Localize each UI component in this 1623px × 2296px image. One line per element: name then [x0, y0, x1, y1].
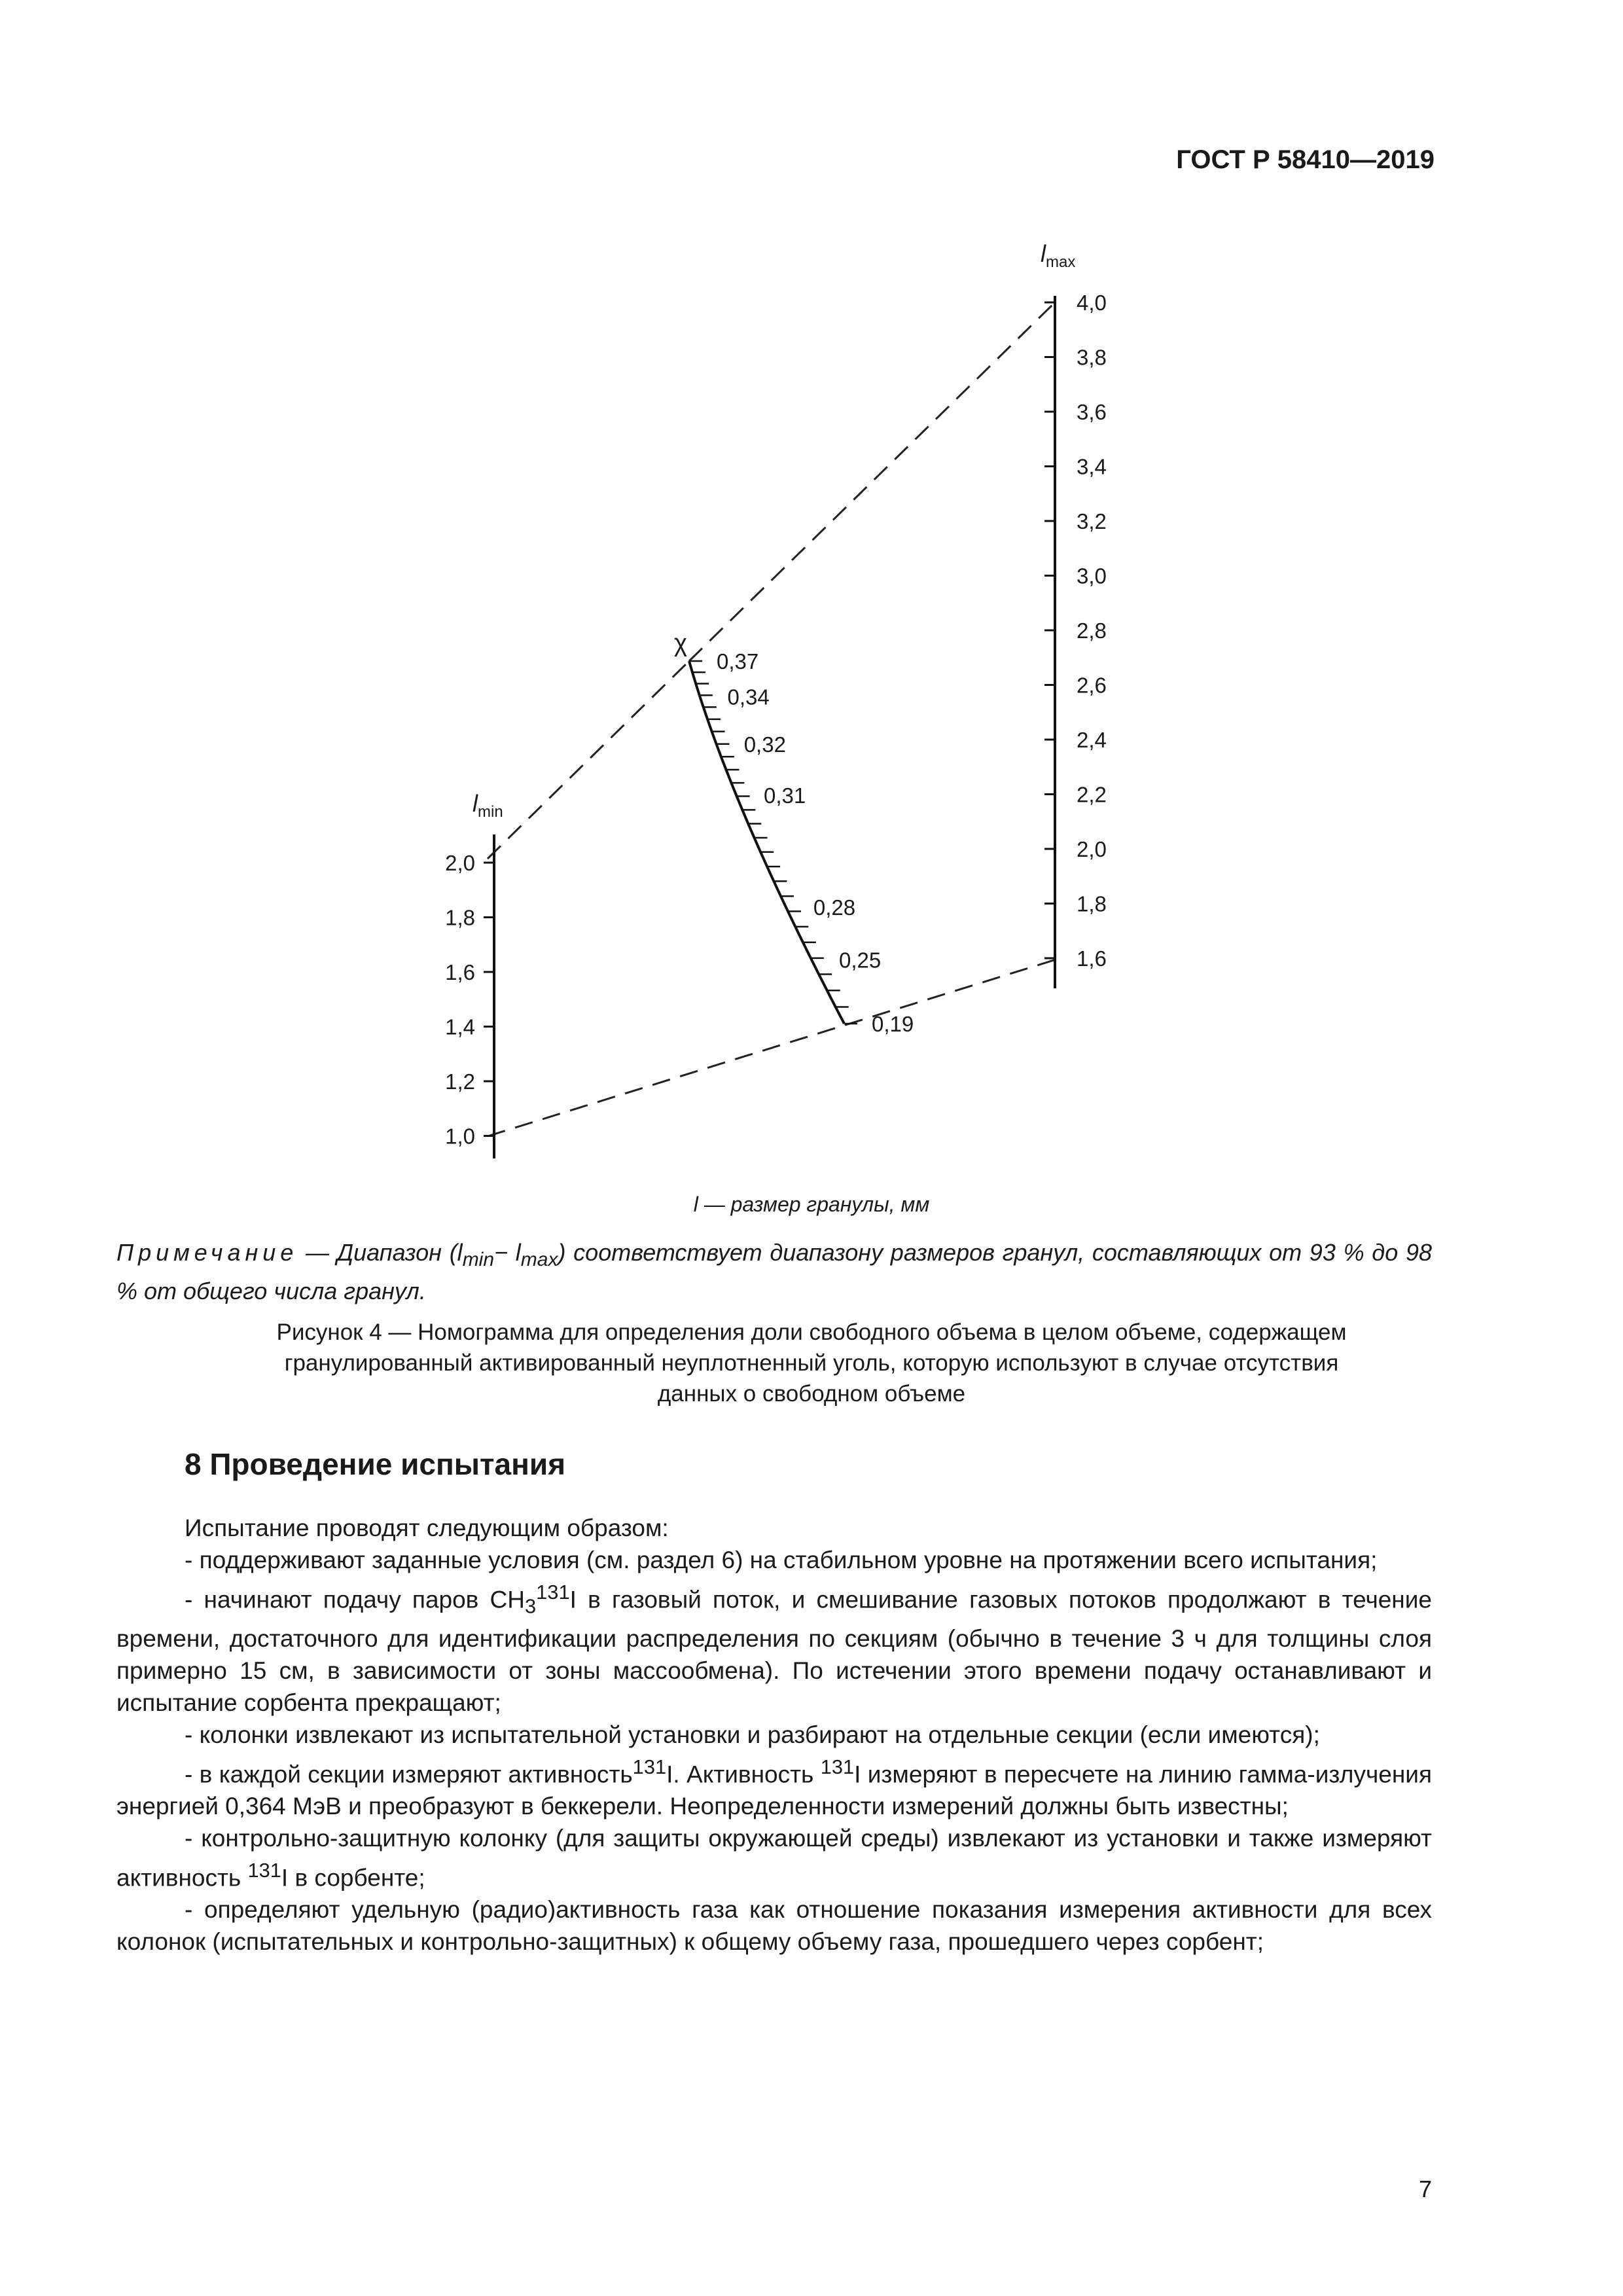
- scale-chi-tick-label: 0,19: [872, 1012, 914, 1036]
- scale-chi-tick-label: 0,34: [727, 685, 770, 709]
- scale-min-tick-label: 1,0: [445, 1124, 475, 1149]
- axis-caption: l — размер гранулы, мм: [693, 1193, 930, 1216]
- document-header: ГОСТ Р 58410—2019: [1176, 145, 1435, 174]
- scale-chi-tick-label: 0,28: [813, 895, 856, 920]
- body-item-3: - колонки извлекают из испытательной установки и разбирают на отдельные секции (если имеются);: [185, 1721, 1320, 1748]
- body-item-5: - контрольно-защитную колонку (для защиты окружающей среды) извлекают из установки и также измеряют активность $^{131}$I в сорбенте;: [116, 1825, 1432, 1892]
- scale-chi-curve: [689, 661, 844, 1024]
- scale-max-tick-label: 1,6: [1077, 946, 1107, 971]
- figure-note: Примечание — Диапазон $(l_{min}- l_{max})$ соответствует диапазону размеров гранул, составляющих от 93 % до 98 % от общего числа гранул.: [116, 1239, 1432, 1305]
- dashed-line-upper-left: [488, 661, 689, 859]
- scale-chi-tick-label: 0,25: [839, 948, 882, 973]
- scale-chi-tick-label: 0,37: [717, 649, 759, 673]
- scale-chi-tick-label: 0,32: [743, 732, 786, 757]
- scale-max-tick-label: 2,4: [1077, 728, 1107, 752]
- scale-min-tick-label: 2,0: [445, 851, 475, 875]
- body-text: [116, 1512, 1432, 1958]
- scale-min-tick-label: 1,8: [445, 905, 475, 930]
- note-lead: Примечание: [116, 1239, 298, 1266]
- scale-max-tick-label: 1,8: [1077, 891, 1107, 916]
- section-title: 8 Проведение испытания: [185, 1447, 566, 1481]
- scale-max-tick-label: 3,6: [1077, 400, 1107, 424]
- body-item-1: - поддерживают заданные условия (см. раздел 6) на стабильном уровне на протяжении всего испытания;: [185, 1547, 1378, 1573]
- scale-max-tick-label: 4,0: [1077, 291, 1107, 315]
- scale-min-tick-label: 1,2: [445, 1069, 475, 1094]
- scale-max-tick-label: 2,6: [1077, 673, 1107, 698]
- dashed-line-upper-right: [689, 302, 1055, 661]
- scale-min-tick-label: 1,6: [445, 960, 475, 984]
- scale-chi-label: χ: [674, 630, 687, 657]
- scale-max-tick-label: 3,8: [1077, 345, 1107, 370]
- scale-max-tick-label: 2,2: [1077, 782, 1107, 807]
- body-item-6: - определяют удельную (радио)активность газа как отношение показания измерения активности для всех колонок (испытательных и контрольно-защитных) к общему объему газа, прошедшего через сорбент;: [116, 1896, 1432, 1956]
- scale-max-tick-label: 3,0: [1077, 564, 1107, 588]
- scale-max-tick-label: 3,4: [1077, 454, 1107, 479]
- scale-chi-tick-label: 0,31: [764, 783, 806, 808]
- scale-max-label: $l_{max}$: [1041, 240, 1076, 271]
- scale-min-label: $l_{min}$: [473, 790, 503, 821]
- scale-max-tick-label: 3,2: [1077, 509, 1107, 533]
- body-intro: Испытание проводят следующим образом:: [185, 1515, 669, 1541]
- page-number: 7: [1418, 2176, 1432, 2202]
- scale-max-tick-label: 2,0: [1077, 837, 1107, 861]
- figure-caption: Рисунок 4 — Номограмма для определения доли свободного объема в целом объеме, содержащем гранулированный активированный неуплотненный уголь, которую используют в случае отсутствия данных о свободном объеме: [276, 1319, 1347, 1407]
- dashed-line-lower: [488, 958, 1060, 1136]
- scale-max-tick-label: 2,8: [1077, 619, 1107, 643]
- body-item-4: - в каждой секции измеряют активность$^{131}$I. Активность $^{131}$I измеряют в пересчете на линию гамма-излучения энергией 0,364 МэВ и преобразуют в беккерели. Неопределенности измерений должны быть известны;: [116, 1755, 1433, 1820]
- scale-min-tick-label: 1,4: [445, 1014, 475, 1039]
- body-item-2: - начинают подачу паров $CH_3^{131}I$ в газовый поток, и смешивание газовых потоков продолжают в течение времени, достаточного для идентификации распределения по секциям (обычно в течение 3 ч для толщины слоя примерно 15 см, в зависимости от зоны массообмена). По истечении этого времени подачу останавливают и испытание сорбента прекращают;: [116, 1581, 1432, 1716]
